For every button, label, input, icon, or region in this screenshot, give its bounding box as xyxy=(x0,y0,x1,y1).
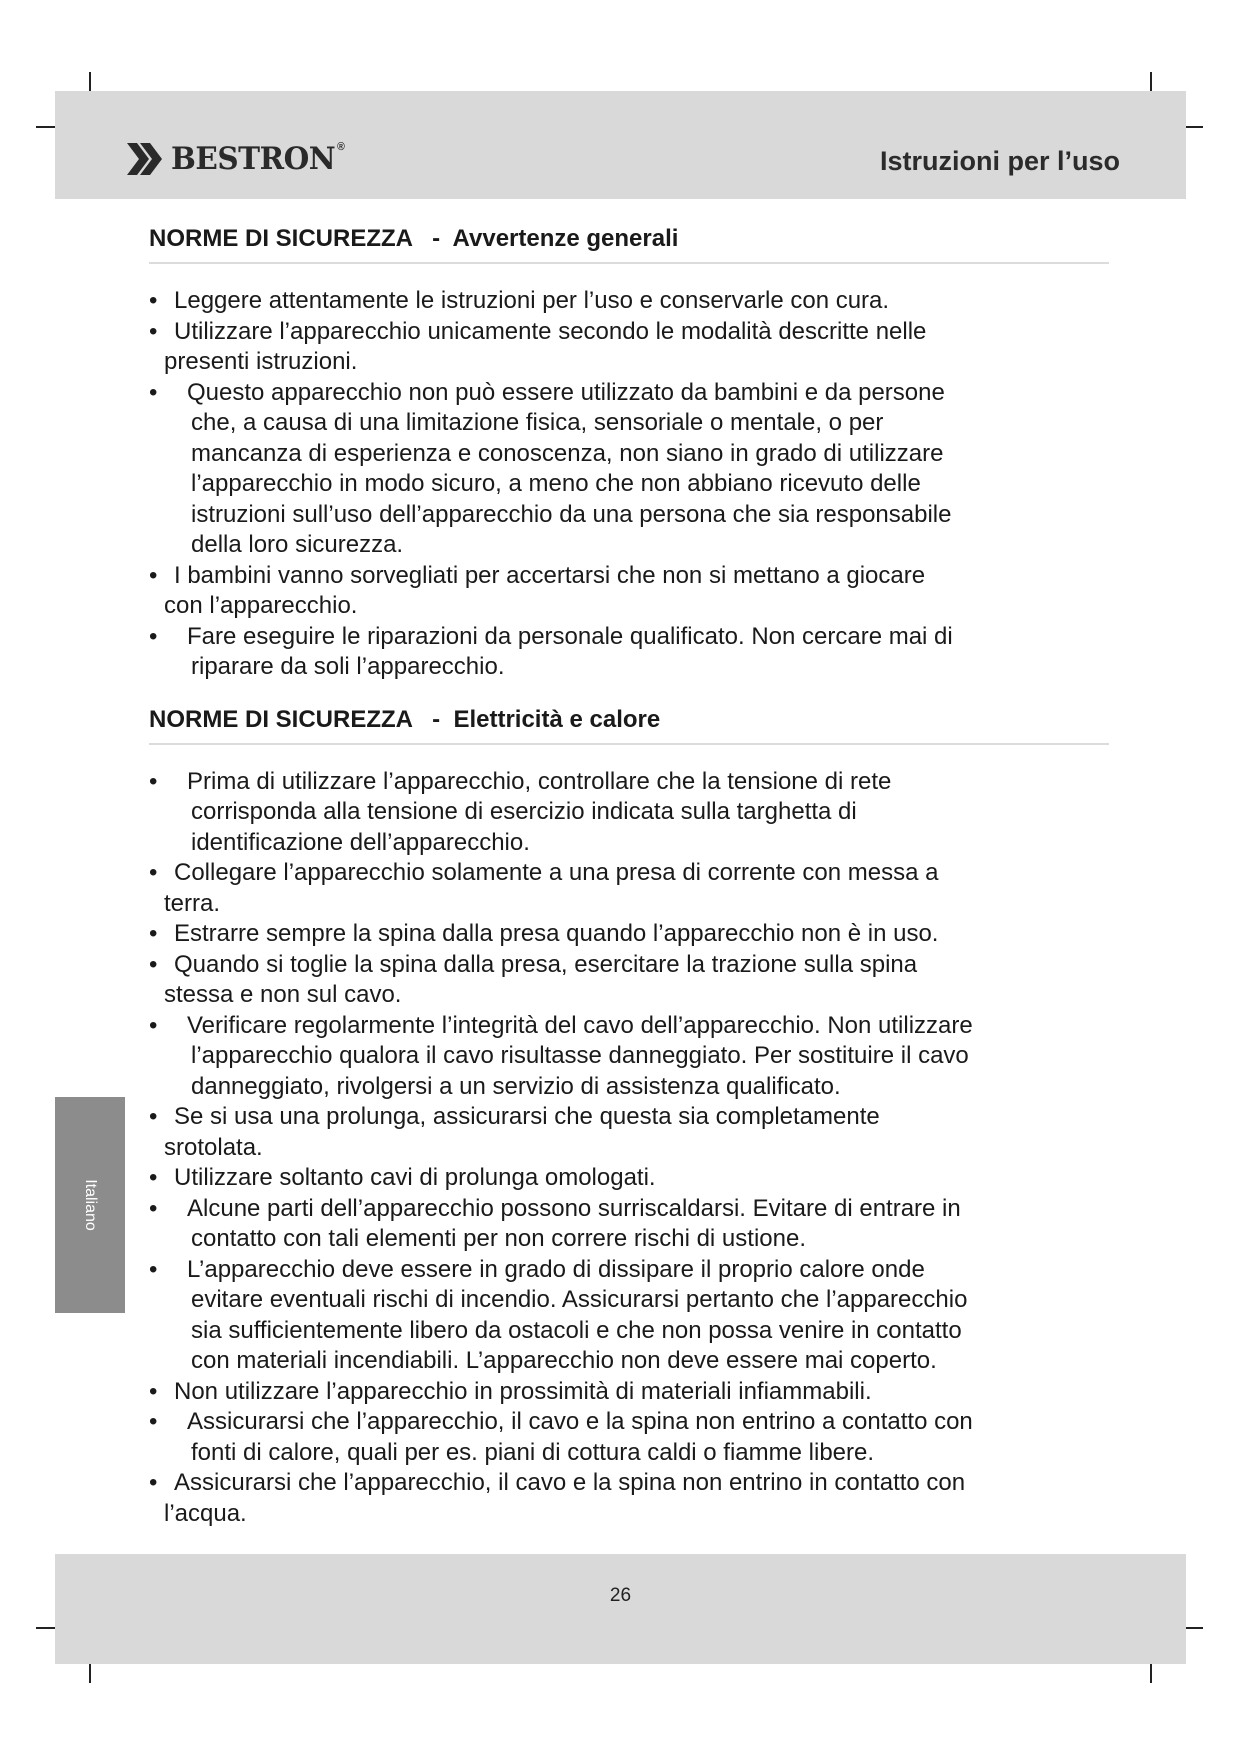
header-band xyxy=(55,91,1186,199)
footer-band xyxy=(55,1554,1186,1664)
list-item: • Assicurarsi che l’apparecchio, il cavo e la spina non entrino in contatto con l’acqua. xyxy=(149,1469,966,1527)
language-label: Italiano xyxy=(82,1179,99,1231)
list-item: • Verificare regolarmente l’integrità del cavo dell’apparecchio. Non utilizzare l’apparecchio qualora il cavo risultasse danneggiato. Per sostituire il cavo danneggiato, rivolgersi a un servizio di assistenza qualificato. xyxy=(149,1011,973,1100)
list-item: • Alcune parti dell’apparecchio possono surriscaldarsi. Evitare di entrare in contatto con tali elementi per non correre rischi di ustione. xyxy=(149,1194,961,1252)
chevrons-logo-icon xyxy=(125,141,165,177)
list-item: • Non utilizzare l’apparecchio in prossimità di materiali infiammabili. xyxy=(149,1377,872,1405)
list-item: • I bambini vanno sorvegliati per accertarsi che non si mettano a giocare con l’apparecchio. xyxy=(149,561,926,619)
list-item: • Estrarre sempre la spina dalla presa quando l’apparecchio non è in uso. xyxy=(149,920,939,947)
section-heading-electricity: NORME DI SICUREZZA - Elettricità e calore xyxy=(149,706,1109,745)
list-item: • Leggere attentamente le istruzioni per l’uso e conservarle con cura. xyxy=(149,287,890,314)
bullet-list-general xyxy=(149,286,1109,683)
list-item: • Quando si toglie la spina dalla presa, esercitare la trazione sulla spina stessa e non sul cavo. xyxy=(149,950,918,1008)
document-title: Istruzioni per l’uso xyxy=(879,146,1120,176)
brand-logo xyxy=(125,141,354,177)
list-item: • Questo apparecchio non può essere utilizzato da bambini e da persone che, a causa di una limitazione fisica, sensoriale o mentale, o per mancanza di esperienza e conoscenza, non siano in grado di utilizzare l’apparecchio in modo sicuro, a meno che non abbiano ricevuto delle istruzioni sull’uso dell’apparecchio da una persona che sia responsabile della loro sicurezza. xyxy=(149,378,952,558)
language-side-tab xyxy=(55,1097,125,1313)
list-item: • Assicurarsi che l’apparecchio, il cavo e la spina non entrino a contatto con fonti di calore, quali per es. piani di cottura caldi o fiamme libere. xyxy=(149,1408,973,1466)
list-item: • Fare eseguire le riparazioni da personale qualificato. Non cercare mai di riparare da soli l’apparecchio. xyxy=(149,622,953,680)
list-item: • L’apparecchio deve essere in grado di dissipare il proprio calore onde evitare eventuali rischi di incendio. Assicurarsi pertanto che l’apparecchio sia sufficientemente libero da ostacoli e che non possa venire in contatto con materiali incendiabili. L’apparecchio non deve essere mai coperto. xyxy=(149,1255,968,1374)
page-number: 26 xyxy=(609,1585,632,1606)
list-item: • Utilizzare soltanto cavi di prolunga omologati. xyxy=(149,1164,656,1191)
list-item: • Prima di utilizzare l’apparecchio, controllare che la tensione di rete corrisponda alla tensione di esercizio indicata sulla targhetta di identificazione dell’apparecchio. xyxy=(149,767,892,856)
bullet-list-electricity xyxy=(149,767,1109,1530)
list-item: • Se si usa una prolunga, assicurarsi che questa sia completamente srotolata. xyxy=(149,1103,880,1161)
list-item: • Collegare l’apparecchio solamente a una presa di corrente con messa a terra. xyxy=(149,859,939,917)
page-content xyxy=(149,225,1109,1529)
list-item: • Utilizzare l’apparecchio unicamente secondo le modalità descritte nelle presenti istruzioni. xyxy=(149,317,927,375)
section-heading-general: NORME DI SICUREZZA - Avvertenze generali xyxy=(149,225,1109,264)
brand-wordmark: BESTRON ® xyxy=(171,141,345,177)
